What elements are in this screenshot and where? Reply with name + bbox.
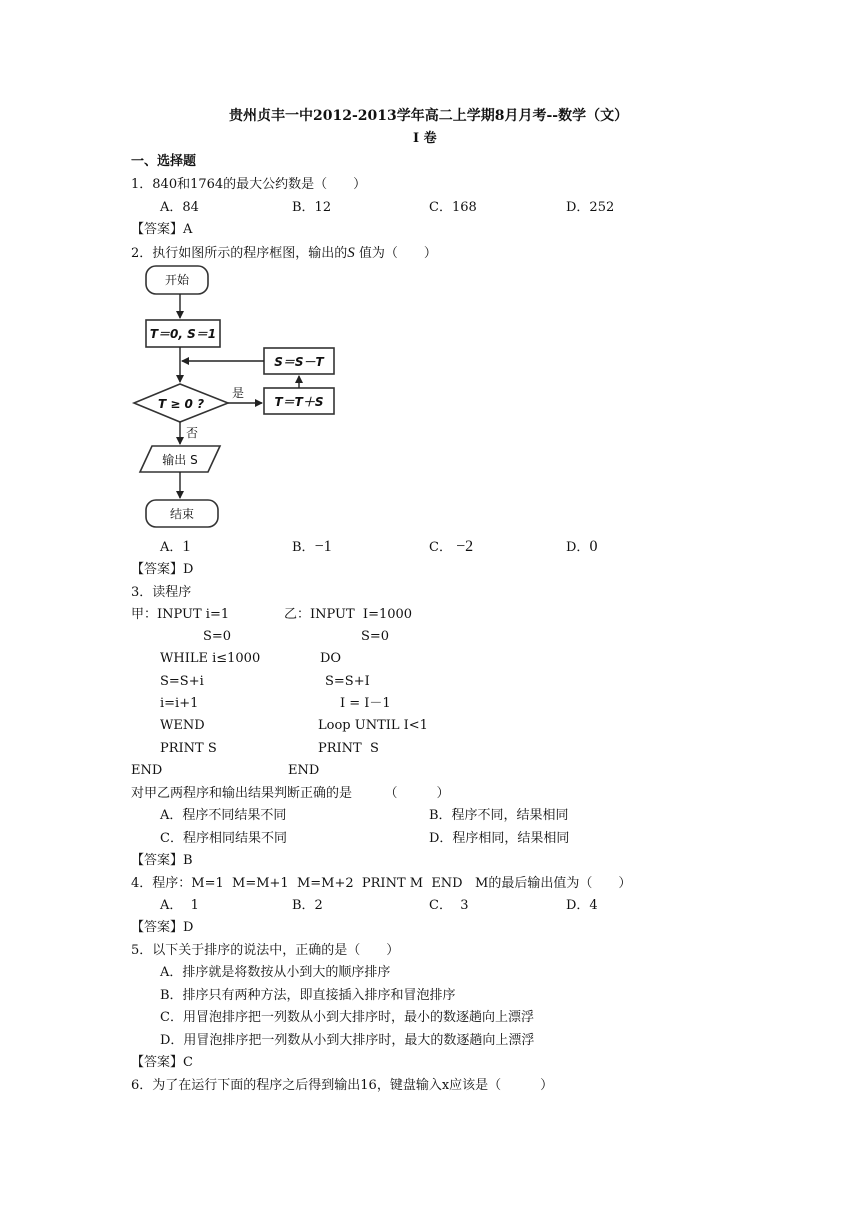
q3-yi-line-8: END	[288, 763, 320, 778]
q2-stem-variable: S	[347, 245, 355, 261]
q2-option-a	[160, 539, 190, 556]
flowchart	[130, 262, 350, 534]
q2-option-b-value: −1	[314, 538, 332, 555]
q2-option-b	[292, 539, 332, 556]
q5-option-a: A．排序就是将数按从小到大的顺序排序	[160, 965, 391, 980]
q1-stem: 1．840和1764的最大公约数是（ ）	[131, 177, 367, 192]
q3-option-d: D．程序相同，结果相同	[429, 831, 570, 846]
q2-option-c	[429, 539, 473, 556]
q3-answer-value: B	[183, 853, 193, 868]
q3-yi-line-5: I = I－1	[340, 696, 391, 711]
q3-jia-line-7: PRINT S	[160, 741, 217, 756]
answer-label: 【答案】	[131, 562, 184, 577]
q3-jia-label: 甲：	[131, 607, 158, 622]
q3-yi-label: 乙：	[284, 607, 311, 622]
flow-init-label: T＝0, S＝1	[149, 327, 217, 341]
q5-option-b: B．排序只有两种方法，即直接插入排序和冒泡排序	[160, 988, 456, 1003]
q2-option-d-letter: D．	[566, 540, 590, 555]
q1-answer	[131, 222, 192, 238]
q2-answer-value: D	[183, 562, 194, 577]
q5-answer	[131, 1055, 193, 1071]
q4-answer	[131, 920, 193, 936]
flow-cond-label: T ≥ 0 ?	[157, 397, 205, 411]
q2-stem-text: 2．执行如图所示的程序框图，输出的	[131, 246, 348, 261]
flow-end-label: 结束	[169, 507, 195, 521]
q1-option-b: B．12	[292, 200, 332, 215]
q3-jia-line-6: WEND	[160, 718, 205, 733]
q2-option-a-value: 1	[182, 538, 191, 555]
q3-jia-line-5: i=i+1	[160, 696, 199, 711]
answer-label: 【答案】	[131, 222, 184, 237]
section-heading: 一、选择题	[131, 154, 197, 169]
q5-stem: 5．以下关于排序的说法中，正确的是（ ）	[131, 943, 400, 958]
q4-stem: 4．程序：M=1 M=M+1 M=M+2 PRINT M END M的最后输出值为（ ）	[131, 876, 632, 891]
q5-option-c: C．用冒泡排序把一列数从小到大排序时，最小的数逐趟向上漂浮	[160, 1010, 534, 1025]
flow-start-label: 开始	[164, 273, 190, 287]
q2-option-b-letter: B．	[292, 540, 315, 555]
q3-yi-code: INPUT I=1000	[310, 607, 413, 622]
q2-option-d-value: 0	[589, 538, 598, 555]
q2-option-c-letter: C．	[429, 540, 452, 555]
q2-stem-tail: 值为（ ）	[354, 246, 437, 261]
flow-step2-label: S＝S－T	[274, 355, 324, 369]
q2-option-a-letter: A．	[160, 540, 183, 555]
q6-stem: 6．为了在运行下面的程序之后得到输出16，键盘输入x应该是（ ）	[131, 1078, 554, 1093]
q3-jia-line-3: WHILE i≤1000	[160, 651, 261, 666]
q2-option-d	[566, 539, 597, 556]
answer-label: 【答案】	[131, 853, 184, 868]
flow-no-label: 否	[185, 426, 199, 440]
q5-answer-value: C	[183, 1055, 193, 1070]
answer-label: 【答案】	[131, 920, 184, 935]
q1-answer-value: A	[183, 222, 193, 237]
q3-option-a: A．程序不同结果不同	[160, 808, 287, 823]
q3-jia-line-1	[131, 607, 229, 623]
q1-option-a: A．84	[160, 200, 199, 215]
q2-option-c-value: −2	[456, 538, 474, 555]
q4-option-d: D．4	[566, 898, 598, 913]
q3-yi-line-6: Loop UNTIL I<1	[318, 718, 428, 733]
q1-option-d: D．252	[566, 200, 615, 215]
q5-option-d: D．用冒泡排序把一列数从小到大排序时，最大的数逐趟向上漂浮	[160, 1033, 535, 1048]
q2-stem	[131, 245, 437, 262]
volume-label: I 卷	[413, 131, 437, 146]
document-title: 贵州贞丰一中2012-2013学年高二上学期8月月考--数学（文）	[229, 108, 629, 124]
q3-option-c: C．程序相同结果不同	[160, 831, 287, 846]
q4-option-c: C． 3	[429, 898, 469, 913]
q3-jia-line-8: END	[131, 763, 163, 778]
q3-jia-line-4: S=S+i	[160, 674, 204, 689]
flow-step1-label: T＝T＋S	[274, 395, 324, 409]
q4-option-b: B．2	[292, 898, 323, 913]
q3-yi-line-4: S=S+I	[325, 674, 370, 689]
q4-answer-value: D	[183, 920, 194, 935]
answer-label: 【答案】	[131, 1055, 184, 1070]
q3-jia-line-2: S=0	[203, 629, 232, 644]
q3-jia-code: INPUT i=1	[157, 607, 230, 622]
q3-answer	[131, 853, 193, 869]
q3-yi-line-3: DO	[320, 651, 342, 666]
q2-answer	[131, 562, 193, 578]
q3-question: 对甲乙两程序和输出结果判断正确的是 （ ）	[131, 786, 450, 801]
q3-stem: 3．读程序	[131, 585, 192, 600]
flow-output-label: 输出 S	[162, 453, 198, 467]
flow-yes-label: 是	[231, 386, 245, 400]
q3-yi-line-1	[284, 607, 412, 623]
q4-option-a: A． 1	[160, 898, 199, 913]
q3-yi-line-7: PRINT S	[318, 741, 379, 756]
q3-yi-line-2: S=0	[361, 629, 390, 644]
q1-option-c: C．168	[429, 200, 477, 215]
q3-option-b: B．程序不同，结果相同	[429, 808, 569, 823]
